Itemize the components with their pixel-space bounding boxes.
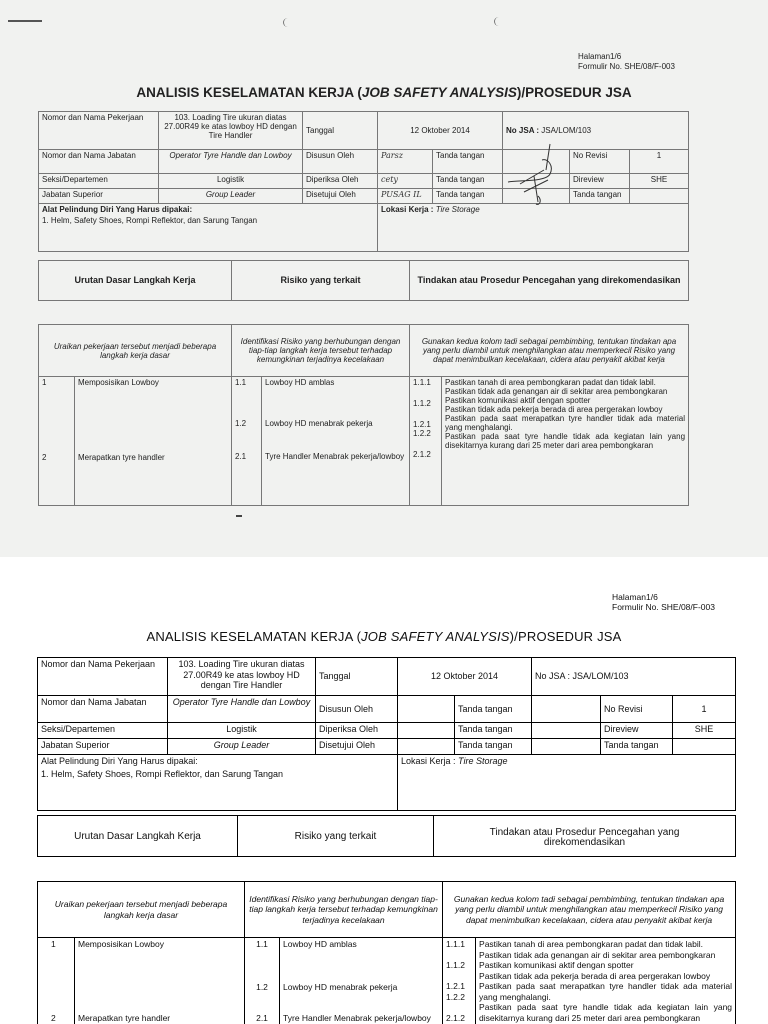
scan-mark [8, 20, 42, 22]
review-label: Direview [570, 174, 630, 189]
risks-guide: Identifikasi Risiko yang berhubungan dengan tiap-tiap langkah kerja tersebut terhadap kemungkinan terjadinya kecelakaan [245, 882, 443, 938]
prepared-label: Disusun Oleh [303, 150, 378, 174]
signature-scribble-icon [500, 140, 570, 210]
risks-heading: Risiko yang terkait [232, 261, 410, 301]
risk-texts: Lowboy HD amblas Lowboy HD menabrak pekerja Tyre Handler Menabrak pekerja/lowboy [280, 938, 443, 1024]
action-numbers: 1.1.1 1.1.2 1.2.1 1.2.2 2.1.2 [443, 938, 476, 1024]
steps-guide: Uraikan pekerjaan tersebut menjadi beberapa langkah kerja dasar [39, 325, 232, 377]
approved-label: Disetujui Oleh [316, 739, 398, 755]
step-numbers: 1 2 [38, 938, 75, 1024]
location-cell: Lokasi Kerja : Tire Storage [378, 204, 689, 252]
steps-table [38, 324, 689, 506]
date-label: Tanggal [316, 658, 398, 696]
position-label: Nomor dan Nama Jabatan [39, 150, 159, 174]
action-texts: Pastikan tanah di area pembongkaran padat dan tidak labil. Pastikan tidak ada genangan air di sekitar area pembongkaran Pastikan komunikasi aktif dengan spotter Pastikan tidak ada pekerja berada di area pergerakan lowboy Pastikan pada saat merapatkan tyre handler tidak ada material yang menghalangi. Pastikan pada saat tyre handle tidak ada kegiatan lain yang disekitarnya kurang dari 25 meter dari area pembongkaran [442, 377, 689, 506]
punch-hole [283, 18, 290, 27]
signature-label: Tanda tangan [455, 696, 532, 723]
actions-heading: Tindakan atau Prosedur Pencegahan yang direkomendasikan [434, 816, 736, 857]
section-label: Seksi/Departemen [38, 723, 168, 739]
signature-field [673, 739, 736, 755]
steps-heading: Urutan Dasar Langkah Kerja [39, 261, 232, 301]
page-number: Halaman1/6 [578, 52, 622, 61]
date-label: Tanggal [303, 112, 378, 150]
approved-signature [398, 739, 455, 755]
review-label: Direview [601, 723, 673, 739]
scan-speck [236, 515, 242, 517]
date-value: 12 Oktober 2014 [398, 658, 532, 696]
signature-field [532, 696, 601, 723]
risk-numbers: 1.1 1.2 2.1 [232, 377, 262, 506]
position-value: Operator Tyre Handle dan Lowboy [159, 150, 303, 174]
signature-label: Tanda tangan [455, 723, 532, 739]
actions-guide: Gunakan kedua kolom tadi sebagai pembimbing, tentukan tindakan apa yang perlu diambil untuk menghilangkan atau memperkecil Risiko yang dapat menimbulkan kecelakaan, cidera atau penyakit akibat kerja [443, 882, 736, 938]
checked-signature: cety [378, 174, 433, 189]
section-value: Logistik [168, 723, 316, 739]
prepared-label: Disusun Oleh [316, 696, 398, 723]
ppe-cell: Alat Pelindung Diri Yang Harus dipakai: 1. Helm, Safety Shoes, Rompi Reflektor, dan Sarung Tangan [38, 755, 398, 811]
ppe-cell: Alat Pelindung Diri Yang Harus dipakai: 1. Helm, Safety Shoes, Rompi Reflektor, dan Sarung Tangan [39, 204, 378, 252]
superior-label: Jabatan Superior [39, 189, 159, 204]
location-cell: Lokasi Kerja : Tire Storage [398, 755, 736, 811]
approved-signature: PUSAG IL [378, 189, 433, 204]
job-value: 103. Loading Tire ukuran diatas 27.00R49 ke atas lowboy HD dengan Tire Handler [168, 658, 316, 696]
jsa-number: No JSA : JSA/LOM/103 [503, 112, 689, 150]
info-table [38, 111, 689, 252]
action-texts: Pastikan tanah di area pembongkaran padat dan tidak labil. Pastikan tidak ada genangan air di sekitar area pembongkaran Pastikan komunikasi aktif dengan spotter Pastikan tidak ada pekerja berada di area pergerakan lowboy Pastikan pada saat merapatkan tyre handler tidak ada material yang menghalangi. Pastikan pada saat tyre handle tidak ada kegiatan lain yang disekitarnya kurang dari 25 meter dari area pembongkaran [476, 938, 736, 1024]
page-number: Halaman1/6 [612, 592, 658, 602]
document-title: ANALISIS KESELAMATAN KERJA (JOB SAFETY ANALYSIS)/PROSEDUR JSA [146, 629, 622, 644]
actions-heading: Tindakan atau Prosedur Pencegahan yang direkomendasikan [410, 261, 689, 301]
risks-heading: Risiko yang terkait [238, 816, 434, 857]
job-label: Nomor dan Nama Pekerjaan [39, 112, 159, 150]
section-value: Logistik [159, 174, 303, 189]
column-heading-table [37, 815, 736, 857]
job-value: 103. Loading Tire ukuran diatas 27.00R49 ke atas lowboy HD dengan Tire Handler [159, 112, 303, 150]
section-label: Seksi/Departemen [39, 174, 159, 189]
document-title: ANALISIS KESELAMATAN KERJA (JOB SAFETY ANALYSIS)/PROSEDUR JSA [136, 85, 632, 100]
superior-value: Group Leader [168, 739, 316, 755]
step-texts: Memposisikan Lowboy Merapatkan tyre handler [75, 938, 245, 1024]
checked-signature [398, 723, 455, 739]
form-number: Formulir No. SHE/08/F-003 [612, 602, 715, 612]
review-value: SHE [673, 723, 736, 739]
signature-label: Tanda tangan [601, 739, 673, 755]
superior-label: Jabatan Superior [38, 739, 168, 755]
position-value: Operator Tyre Handle dan Lowboy [168, 696, 316, 723]
revision-value: 1 [673, 696, 736, 723]
revision-label: No Revisi [601, 696, 673, 723]
action-numbers: 1.1.1 1.1.2 1.2.1 1.2.2 2.1.2 [410, 377, 442, 506]
job-label: Nomor dan Nama Pekerjaan [38, 658, 168, 696]
checked-label: Diperiksa Oleh [316, 723, 398, 739]
jsa-number: No JSA : JSA/LOM/103 [532, 658, 736, 696]
revision-label: No Revisi [570, 150, 630, 174]
signature-label: Tanda tangan [433, 150, 503, 174]
date-value: 12 Oktober 2014 [378, 112, 503, 150]
step-numbers: 1 2 [39, 377, 75, 506]
signature-field [630, 189, 689, 204]
column-heading-table [38, 260, 689, 301]
signature-label: Tanda tangan [455, 739, 532, 755]
page-header [612, 592, 715, 612]
punch-hole [494, 17, 501, 26]
steps-table [37, 881, 736, 1024]
signature-label: Tanda tangan [570, 189, 630, 204]
approved-label: Disetujui Oleh [303, 189, 378, 204]
risk-texts: Lowboy HD amblas Lowboy HD menabrak pekerja Tyre Handler Menabrak pekerja/lowboy [262, 377, 410, 506]
position-label: Nomor dan Nama Jabatan [38, 696, 168, 723]
checked-label: Diperiksa Oleh [303, 174, 378, 189]
form-number: Formulir No. SHE/08/F-003 [578, 62, 675, 71]
signature-field [532, 723, 601, 739]
prepared-signature [398, 696, 455, 723]
signature-field [532, 739, 601, 755]
steps-heading: Urutan Dasar Langkah Kerja [38, 816, 238, 857]
step-texts: Memposisikan Lowboy Merapatkan tyre handler [75, 377, 232, 506]
typed-page [0, 557, 768, 1024]
revision-value: 1 [630, 150, 689, 174]
steps-guide: Uraikan pekerjaan tersebut menjadi beberapa langkah kerja dasar [38, 882, 245, 938]
superior-value: Group Leader [159, 189, 303, 204]
actions-guide: Gunakan kedua kolom tadi sebagai pembimbing, tentukan tindakan apa yang perlu diambil untuk menghilangkan atau memperkecil Risiko yang dapat menimbulkan kecelakaan, cidera atau penyakit akibat kerja [410, 325, 689, 377]
risk-numbers: 1.1 1.2 2.1 [245, 938, 280, 1024]
signature-label: Tanda tangan [433, 174, 503, 189]
review-value: SHE [630, 174, 689, 189]
info-table [37, 657, 736, 811]
prepared-signature: Parsz [378, 150, 433, 174]
signature-label: Tanda tangan [433, 189, 503, 204]
risks-guide: Identifikasi Risiko yang berhubungan dengan tiap-tiap langkah kerja tersebut terhadap kemungkinan terjadinya kecelakaan [232, 325, 410, 377]
page-header [578, 52, 686, 72]
